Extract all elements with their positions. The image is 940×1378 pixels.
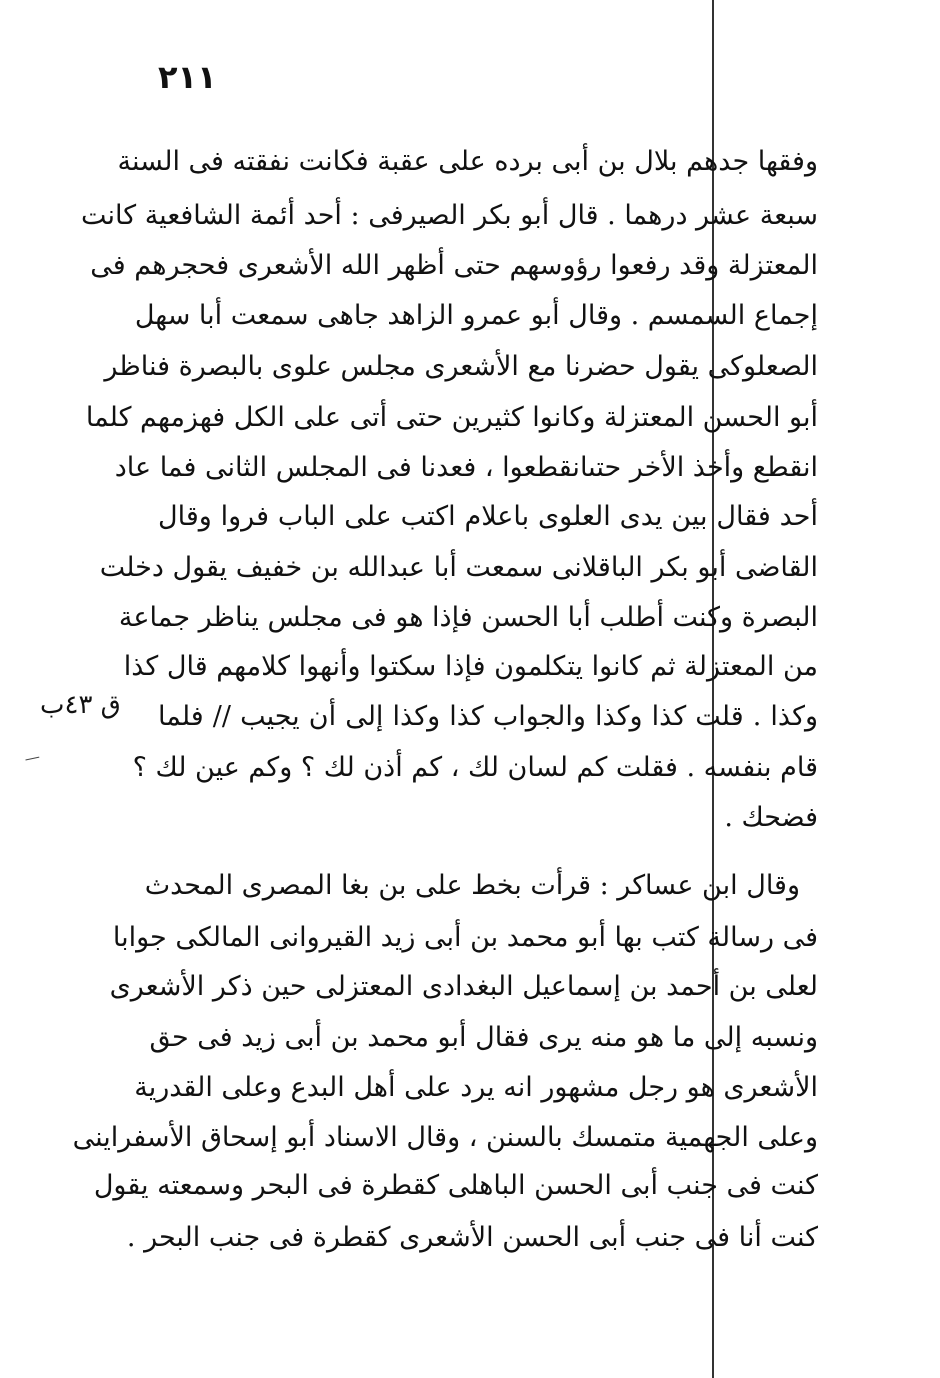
text-line: قام بنفسه . فقلت كم لسان لك ، كم أذن لك ؟ وكم عين لك ؟ [132, 752, 818, 783]
text-line: أحد فقال بين يدى العلوى باعلام اكتب على الباب فروا وقال [158, 501, 818, 532]
text-line: فى رسالة كتب بها أبو محمد بن أبى زيد القيروانى المالكى جوابا [112, 922, 818, 953]
text-line: البصرة وكنت أطلب أبا الحسن فإذا هو فى مجلس يناظر جماعة [118, 602, 818, 633]
text-line: الصعلوكى يقول حضرنا مع الأشعرى مجلس علوى بالبصرة فناظر [104, 351, 818, 382]
text-line: وعلى الجهمية متمسك بالسنن ، وقال الاسناد أبو إسحاق الأسفراينى [72, 1122, 818, 1153]
text-line: سبعة عشر درهما . قال أبو بكر الصيرفى : أحد أئمة الشافعية كانت [81, 200, 818, 231]
text-line: فضحك . [724, 802, 818, 833]
text-line: ونسبه إلى ما هو منه يرى فقال أبو محمد بن أبى زيد فى حق [149, 1022, 818, 1053]
text-line: من المعتزلة ثم كانوا يتكلمون فإذا سكتوا وأنهوا كلامهم قال كذا [123, 651, 818, 682]
text-line: وكذا . قلت كذا وكذا والجواب كذا وكذا إلى أن يجيب // فلما [158, 701, 818, 732]
text-line: وقال ابن عساكر : قرأت بخط على بن بغا المصرى المحدث [144, 870, 800, 901]
text-line: كنت أنا فى جنب أبى الحسن الأشعرى كقطرة فى جنب البحر . [126, 1222, 818, 1253]
text-line: كنت فى جنب أبى الحسن الباهلى كقطرة فى البحر وسمعته يقول [93, 1170, 818, 1201]
page-number: ٢١١ [158, 58, 217, 96]
text-line: الأشعرى هو رجل مشهور انه يرد على أهل البدع وعلى القدرية [134, 1072, 818, 1103]
text-line: المعتزلة وقد رفعوا رؤوسهم حتى أظهر الله الأشعرى فحجرهم فى [90, 250, 818, 281]
margin-folio-note: ق ٤٣ب [40, 690, 121, 720]
text-line: لعلى بن أحمد بن إسماعيل البغدادى المعتزلى حين ذكر الأشعرى [109, 971, 818, 1002]
margin-mark [25, 757, 40, 767]
text-line: أبو الحسن المعتزلة وكانوا كثيرين حتى أتى على الكل فهزمهم كلما [85, 402, 818, 433]
text-line: انقطع وأخذ الأخر حتىانقطعوا ، فعدنا فى المجلس الثانى فما عاد [114, 452, 818, 483]
text-line: القاضى أبو بكر الباقلانى سمعت أبا عبدالله بن خفيف يقول دخلت [99, 552, 818, 583]
text-line: إجماع السمسم . وقال أبو عمرو الزاهد جاهى سمعت أبا سهل [134, 300, 818, 331]
text-line: وفقها جدهم بلال بن أبى برده على عقبة فكانت نفقته فى السنة [117, 146, 818, 177]
